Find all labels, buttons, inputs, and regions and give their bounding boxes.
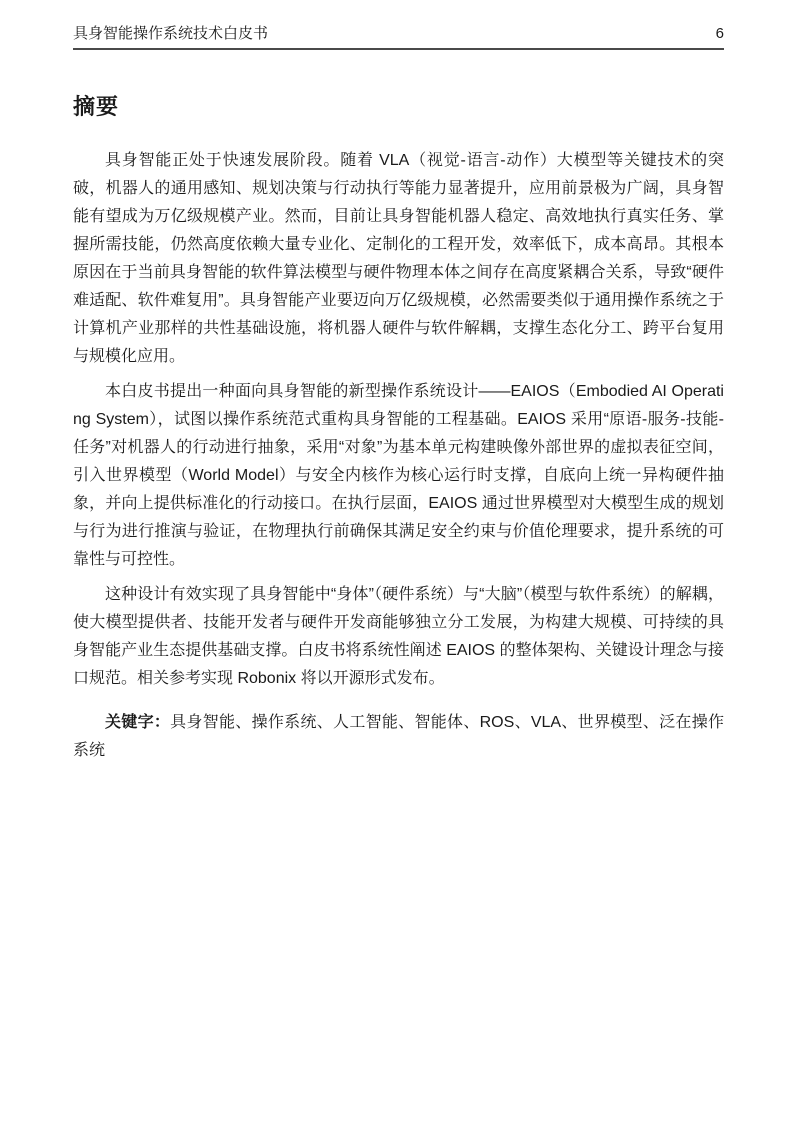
- keywords-line: [73, 709, 724, 765]
- keywords-text: 具身智能、操作系统、人工智能、智能体、ROS、VLA、世界模型、泛在操作系统: [73, 714, 724, 759]
- abstract-paragraph-1: 具身智能正处于快速发展阶段。随着 VLA（视觉-语言-动作）大模型等关键技术的突破，机器人的通用感知、规划决策与行动执行等能力显著提升，应用前景极为广阔，具身智能有望成为万亿级规模产业。然而，目前让具身智能机器人稳定、高效地执行真实任务、掌握所需技能，仍然高度依赖大量专业化、定制化的工程开发，效率低下，成本高昂。其根本原因在于当前具身智能的软件算法模型与硬件物理本体之间存在高度紧耦合关系，导致“硬件难适配、软件难复用”。具身智能产业要迈向万亿级规模，必然需要类似于通用操作系统之于计算机产业那样的共性基础设施，将机器人硬件与软件解耦，支撑生态化分工、跨平台复用与规模化应用。: [73, 152, 724, 365]
- abstract-paragraph-2: 本白皮书提出一种面向具身智能的新型操作系统设计——EAIOS（Embodied AI Operating System），试图以操作系统范式重构具身智能的工程基础。EAIOS 采用“原语-服务-技能-任务”对机器人的行动进行抽象，采用“对象”为基本单元构建映像外部世界的虚拟表征空间，引入世界模型（World Model）与安全内核作为核心运行时支撑，自底向上统一异构硬件抽象，并向上提供标准化的行动接口。在执行层面，EAIOS 通过世界模型对大模型生成的规划与行为进行推演与验证，在物理执行前确保其满足安全约束与价值伦理要求，提升系统的可靠性与可控性。: [73, 383, 724, 568]
- keywords-label: 关键字：: [105, 714, 171, 731]
- header-document-title: 具身智能操作系统技术白皮书: [73, 25, 269, 42]
- abstract-body: [73, 147, 724, 693]
- page-number: 6: [715, 25, 724, 42]
- abstract-paragraph-3: 这种设计有效实现了具身智能中“身体”（硬件系统）与“大脑”（模型与软件系统）的解耦，使大模型提供者、技能开发者与硬件开发商能够独立分工发展，为构建大规模、可持续的具身智能产业生态提供基础支撑。白皮书将系统性阐述 EAIOS 的整体架构、关键设计理念与接口规范。相关参考实现 Robonix 将以开源形式发布。: [73, 586, 724, 687]
- page-header: [73, 0, 724, 50]
- section-title-abstract: 摘要: [73, 94, 120, 119]
